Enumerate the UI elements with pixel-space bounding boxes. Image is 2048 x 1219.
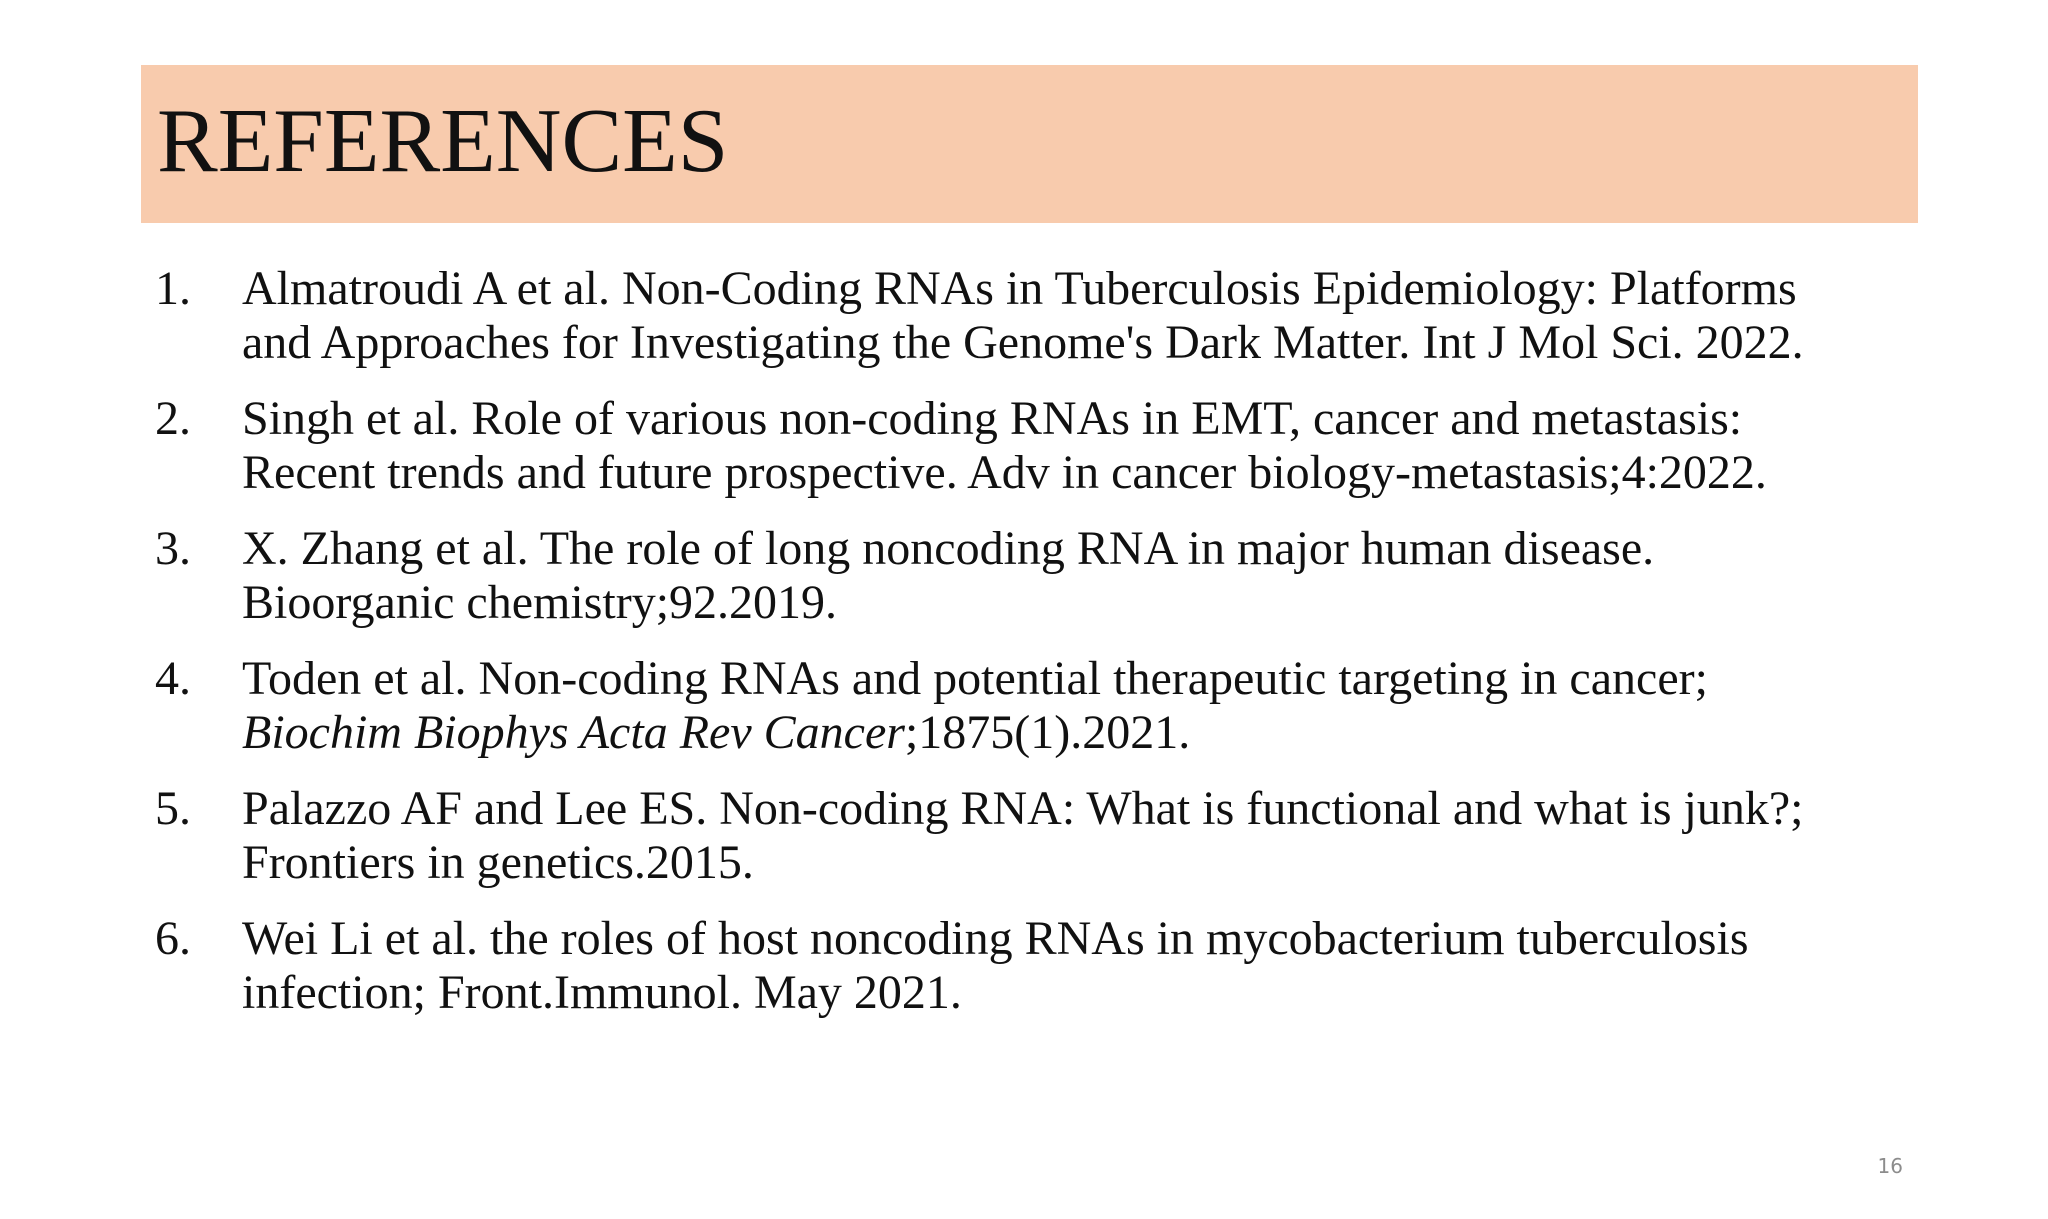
- title-band: [141, 65, 1918, 223]
- reference-line: Almatroudi A et al. Non-Coding RNAs in Tuberculosis Epidemiology: Platforms: [242, 262, 1797, 315]
- reference-number: 3.: [155, 522, 191, 575]
- slide-page-number: 16: [1877, 1154, 1903, 1178]
- reference-line: infection; Front.Immunol. May 2021.: [242, 966, 962, 1019]
- reference-number: 4.: [155, 652, 191, 705]
- reference-text: [242, 782, 1945, 912]
- reference-line: Palazzo AF and Lee ES. Non-coding RNA: What is functional and what is junk?;: [242, 782, 1804, 835]
- reference-item-3: [155, 522, 1945, 652]
- reference-line: [242, 706, 1945, 760]
- citation-detail: ;1875(1).2021.: [904, 706, 1191, 759]
- reference-line: Wei Li et al. the roles of host noncoding RNAs in mycobacterium tuberculosis: [242, 912, 1749, 965]
- reference-line: Frontiers in genetics.2015.: [242, 836, 754, 889]
- reference-item-1: [155, 262, 1945, 392]
- reference-line: Bioorganic chemistry;92.2019.: [242, 576, 838, 629]
- reference-text: [242, 912, 1945, 1042]
- reference-text: [242, 392, 1945, 522]
- reference-number: 6.: [155, 912, 191, 965]
- reference-number: 2.: [155, 392, 191, 445]
- journal-title-italic: Biochim Biophys Acta Rev Cancer: [242, 706, 905, 759]
- reference-number: 1.: [155, 262, 191, 315]
- reference-item-6: [155, 912, 1945, 1042]
- reference-text: [242, 522, 1945, 652]
- reference-line: Recent trends and future prospective. Adv in cancer biology-metastasis;4:2022.: [242, 446, 1767, 499]
- reference-line: Singh et al. Role of various non-coding RNAs in EMT, cancer and metastasis:: [242, 392, 1743, 445]
- slide-title: REFERENCES: [157, 90, 729, 191]
- reference-line: X. Zhang et al. The role of long noncoding RNA in major human disease.: [242, 522, 1655, 575]
- reference-number: 5.: [155, 782, 191, 835]
- reference-list: [155, 262, 1945, 1042]
- reference-item-2: [155, 392, 1945, 522]
- reference-text: [242, 262, 1945, 392]
- reference-item-4: [155, 652, 1945, 782]
- reference-text: [242, 652, 1945, 782]
- reference-line: and Approaches for Investigating the Genome's Dark Matter. Int J Mol Sci. 2022.: [242, 316, 1804, 369]
- reference-line: Toden et al. Non-coding RNAs and potential therapeutic targeting in cancer;: [242, 652, 1708, 705]
- reference-item-5: [155, 782, 1945, 912]
